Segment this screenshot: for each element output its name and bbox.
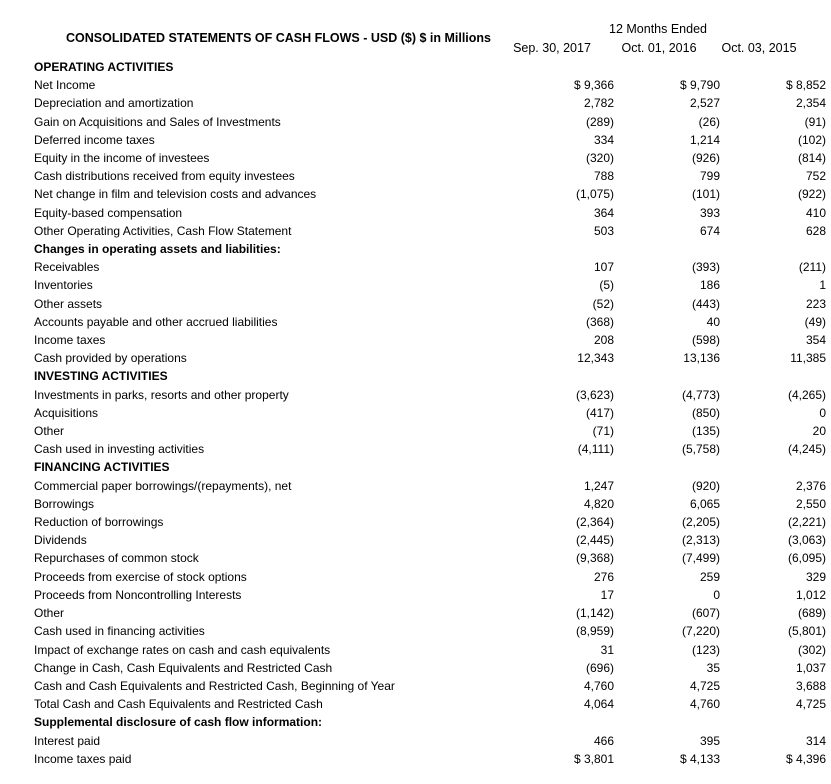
value-cell: (607) [691, 606, 720, 621]
table-row [34, 404, 826, 422]
value-cell: (6,095) [787, 551, 826, 566]
row-label: Commercial paper borrowings/(repayments), net [34, 478, 292, 493]
value-cell: (302) [797, 642, 826, 657]
value-cell: 2,354 [795, 96, 826, 111]
value-cell: 364 [593, 205, 614, 220]
table-row [34, 586, 826, 604]
value-cell: (102) [797, 132, 826, 147]
row-label: Other [34, 424, 65, 439]
value-cell: 395 [699, 733, 720, 748]
row-label: Cash provided by operations [34, 351, 187, 366]
value-cell: (123) [691, 642, 720, 657]
section-heading: Supplemental disclosure of cash flow information: [34, 715, 323, 730]
row-label: Equity-based compensation [34, 205, 183, 220]
value-cell: (9,368) [575, 551, 614, 566]
value-cell: 0 [819, 405, 826, 420]
value-cell: 3,688 [795, 678, 826, 693]
row-label: Depreciation and amortization [34, 96, 194, 111]
table-row [34, 677, 826, 695]
table-row [34, 113, 826, 131]
value-cell: (922) [797, 187, 826, 202]
section-header-row [34, 367, 826, 385]
row-label: Acquisitions [34, 405, 99, 420]
column-header-2015: Oct. 03, 2015 [721, 41, 797, 55]
table-row [34, 641, 826, 659]
value-cell: (920) [691, 478, 720, 493]
value-cell: 4,064 [583, 697, 614, 712]
row-label: Cash used in investing activities [34, 442, 205, 457]
section-heading: Changes in operating assets and liabilities: [34, 242, 281, 257]
value-cell: $ 4,133 [679, 751, 720, 766]
row-label: Equity in the income of investees [34, 151, 210, 166]
value-cell: 259 [699, 569, 720, 584]
value-cell: 334 [593, 132, 614, 147]
value-cell [720, 367, 826, 385]
table-row [34, 531, 826, 549]
table-row [34, 167, 826, 185]
value-cell: (289) [585, 114, 614, 129]
value-cell [614, 58, 720, 76]
table-row [34, 695, 826, 713]
value-cell: 2,550 [795, 496, 826, 511]
value-cell: $ 9,790 [679, 78, 720, 93]
value-cell: 12,343 [577, 351, 614, 366]
statement-title: CONSOLIDATED STATEMENTS OF CASH FLOWS - USD ($) $ in Millions [66, 31, 491, 45]
value-cell: 4,760 [583, 678, 614, 693]
table-row [34, 185, 826, 203]
period-span-header: 12 Months Ended [609, 22, 707, 36]
value-cell: (4,773) [681, 387, 720, 402]
row-label: Cash distributions received from equity investees [34, 169, 295, 184]
value-cell: (49) [804, 314, 826, 329]
value-cell: 799 [699, 169, 720, 184]
value-cell: (52) [592, 296, 614, 311]
table-row [34, 349, 826, 367]
row-label: Cash used in financing activities [34, 624, 205, 639]
value-cell: 752 [805, 169, 826, 184]
value-cell: (5,801) [787, 624, 826, 639]
value-cell: 788 [593, 169, 614, 184]
value-cell [720, 458, 826, 476]
section-header-row [34, 240, 826, 258]
table-row [34, 440, 826, 458]
value-cell: 31 [600, 642, 614, 657]
value-cell: 35 [706, 660, 720, 675]
value-cell: (135) [691, 424, 720, 439]
value-cell [514, 58, 614, 76]
value-cell: 1 [819, 278, 826, 293]
row-label: Other [34, 606, 65, 621]
row-label: Proceeds from Noncontrolling Interests [34, 587, 242, 602]
value-cell: 6,065 [689, 496, 720, 511]
value-cell: (2,445) [575, 533, 614, 548]
value-cell: 40 [706, 314, 720, 329]
value-cell: 20 [812, 424, 826, 439]
section-heading: INVESTING ACTIVITIES [34, 369, 168, 384]
value-cell: 4,760 [689, 697, 720, 712]
value-cell: (689) [797, 606, 826, 621]
row-label: Change in Cash, Cash Equivalents and Restricted Cash [34, 660, 333, 675]
section-header-row [34, 58, 826, 76]
row-label: Deferred income taxes [34, 132, 155, 147]
table-row [34, 513, 826, 531]
value-cell: 107 [593, 260, 614, 275]
row-label: Other assets [34, 296, 103, 311]
table-row [34, 477, 826, 495]
column-header-2016: Oct. 01, 2016 [621, 41, 697, 55]
value-cell: 410 [805, 205, 826, 220]
value-cell: 4,725 [795, 697, 826, 712]
value-cell [720, 713, 826, 731]
value-cell: 314 [805, 733, 826, 748]
table-row [34, 204, 826, 222]
row-label: Impact of exchange rates on cash and cash equivalents [34, 642, 331, 657]
value-cell [720, 58, 826, 76]
row-label: Repurchases of common stock [34, 551, 199, 566]
value-cell: (2,313) [681, 533, 720, 548]
row-label: Cash and Cash Equivalents and Restricted Cash, Beginning of Year [34, 678, 395, 693]
value-cell: 2,782 [583, 96, 614, 111]
value-cell [514, 367, 614, 385]
value-cell: (91) [804, 114, 826, 129]
value-cell: 11,385 [790, 351, 826, 366]
table-row [34, 149, 826, 167]
value-cell: 4,725 [689, 678, 720, 693]
row-label: Reduction of borrowings [34, 515, 164, 530]
value-cell [514, 458, 614, 476]
value-cell: 2,376 [795, 478, 826, 493]
row-label: Income taxes [34, 333, 106, 348]
value-cell: (5) [599, 278, 614, 293]
value-cell [614, 713, 720, 731]
value-cell: 466 [593, 733, 614, 748]
value-cell: $ 9,366 [573, 78, 614, 93]
value-cell: (26) [698, 114, 720, 129]
table-row [34, 331, 826, 349]
cash-flow-table-body [34, 58, 826, 768]
table-row [34, 313, 826, 331]
table-row [34, 495, 826, 513]
table-row [34, 568, 826, 586]
value-cell: (417) [585, 405, 614, 420]
value-cell: 17 [600, 587, 614, 602]
table-row [34, 549, 826, 567]
table-row [34, 386, 826, 404]
row-label: Proceeds from exercise of stock options [34, 569, 247, 584]
table-row [34, 295, 826, 313]
row-label: Income taxes paid [34, 751, 132, 766]
value-cell: 503 [593, 223, 614, 238]
value-cell: (3,063) [787, 533, 826, 548]
section-heading: FINANCING ACTIVITIES [34, 460, 170, 475]
value-cell: 1,214 [689, 132, 720, 147]
value-cell: 393 [699, 205, 720, 220]
table-row [34, 422, 826, 440]
row-label: Net Income [34, 78, 96, 93]
value-cell: (368) [585, 314, 614, 329]
value-cell: (598) [691, 333, 720, 348]
value-cell: 186 [699, 278, 720, 293]
value-cell: 628 [805, 223, 826, 238]
value-cell: (443) [691, 296, 720, 311]
value-cell: (2,205) [681, 515, 720, 530]
value-cell: (850) [691, 405, 720, 420]
row-label: Dividends [34, 533, 87, 548]
value-cell [720, 240, 826, 258]
row-label: Borrowings [34, 496, 95, 511]
value-cell: $ 3,801 [573, 751, 614, 766]
value-cell: (71) [592, 424, 614, 439]
value-cell: (8,959) [575, 624, 614, 639]
value-cell: (7,220) [681, 624, 720, 639]
value-cell: (5,758) [681, 442, 720, 457]
value-cell [614, 367, 720, 385]
value-cell [614, 458, 720, 476]
row-label: Total Cash and Cash Equivalents and Restricted Cash [34, 697, 323, 712]
table-row [34, 76, 826, 94]
table-row [34, 732, 826, 750]
table-row [34, 276, 826, 294]
table-row [34, 131, 826, 149]
value-cell: 208 [593, 333, 614, 348]
value-cell: (101) [691, 187, 720, 202]
value-cell: (2,364) [575, 515, 614, 530]
table-row [34, 604, 826, 622]
value-cell: (1,142) [575, 606, 614, 621]
value-cell: 13,136 [683, 351, 720, 366]
row-label: Inventories [34, 278, 93, 293]
value-cell: (320) [585, 151, 614, 166]
value-cell: (814) [797, 151, 826, 166]
value-cell: $ 4,396 [785, 751, 826, 766]
value-cell: 223 [805, 296, 826, 311]
value-cell: (211) [798, 260, 826, 275]
value-cell: 276 [593, 569, 614, 584]
value-cell: (4,265) [787, 387, 826, 402]
value-cell: (4,245) [787, 442, 826, 457]
section-header-row [34, 713, 826, 731]
table-row [34, 94, 826, 112]
table-row [34, 659, 826, 677]
value-cell: 354 [805, 333, 826, 348]
row-label: Receivables [34, 260, 100, 275]
value-cell: 1,037 [795, 660, 826, 675]
value-cell: (696) [585, 660, 614, 675]
value-cell [514, 240, 614, 258]
cash-flow-table [34, 58, 826, 768]
value-cell: 0 [713, 587, 720, 602]
value-cell: 674 [699, 223, 720, 238]
section-header-row [34, 458, 826, 476]
column-header-2017: Sep. 30, 2017 [513, 41, 591, 55]
row-label: Gain on Acquisitions and Sales of Investments [34, 114, 281, 129]
row-label: Accounts payable and other accrued liabilities [34, 314, 278, 329]
value-cell: (1,075) [575, 187, 614, 202]
value-cell: (2,221) [787, 515, 826, 530]
value-cell [614, 240, 720, 258]
value-cell: 2,527 [689, 96, 720, 111]
table-row [34, 258, 826, 276]
table-row [34, 622, 826, 640]
row-label: Other Operating Activities, Cash Flow Statement [34, 223, 292, 238]
table-row [34, 750, 826, 768]
value-cell: 4,820 [583, 496, 614, 511]
row-label: Investments in parks, resorts and other property [34, 387, 289, 402]
value-cell: (393) [691, 260, 720, 275]
row-label: Interest paid [34, 733, 101, 748]
value-cell: 1,247 [583, 478, 614, 493]
value-cell: (3,623) [575, 387, 614, 402]
table-row [34, 222, 826, 240]
value-cell [514, 713, 614, 731]
value-cell: 329 [805, 569, 826, 584]
section-heading: OPERATING ACTIVITIES [34, 60, 174, 74]
value-cell: $ 8,852 [785, 78, 826, 93]
value-cell: 1,012 [795, 587, 826, 602]
value-cell: (926) [691, 151, 720, 166]
value-cell: (4,111) [577, 442, 614, 457]
value-cell: (7,499) [681, 551, 720, 566]
row-label: Net change in film and television costs and advances [34, 187, 317, 202]
